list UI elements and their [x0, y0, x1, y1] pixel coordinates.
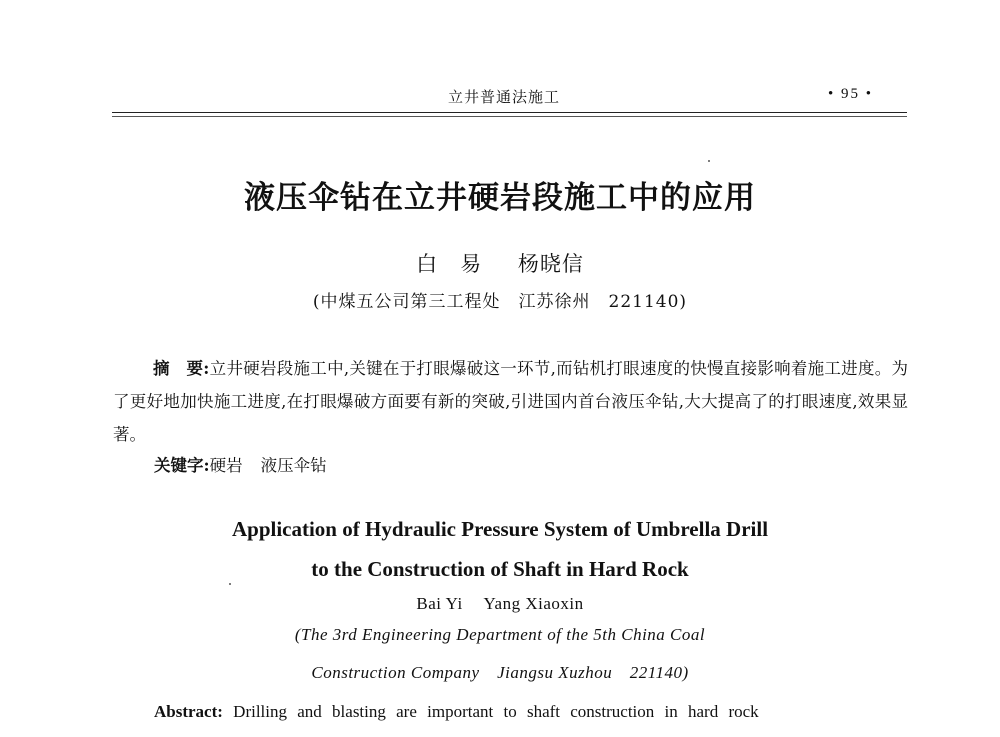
english-abstract: [154, 702, 908, 722]
english-author-name: Bai Yi: [416, 594, 463, 613]
english-title-line2: to the Construction of Shaft in Hard Rock: [311, 557, 689, 581]
english-author-list: [0, 594, 1000, 614]
scan-speck: [229, 583, 231, 585]
abstract-cn: [113, 352, 908, 451]
abstract-cn-label: 摘 要:: [153, 359, 210, 378]
english-title-line1: Application of Hydraulic Pressure System of Umbrella Drill: [231, 517, 769, 541]
header-rule-thin: [112, 116, 907, 117]
running-title: 立井普通法施工: [448, 88, 561, 106]
english-affiliation-line1: (The 3rd Engineering Department of the 5th China Coal: [294, 625, 706, 644]
author-name: 杨晓信: [517, 252, 584, 276]
author-name: 白 易: [416, 252, 483, 276]
author-list: [0, 248, 1000, 278]
page-number: • 95 •: [828, 86, 874, 102]
english-affiliation-line2: Construction Company Jiangsu Xuzhou 221140): [311, 663, 689, 682]
affiliation: (中煤五公司第三工程处 江苏徐州 221140): [312, 292, 688, 312]
keyword-item: 硬岩: [209, 456, 243, 475]
english-abstract-label: Abstract:: [154, 702, 223, 721]
scan-speck: [708, 160, 710, 162]
keywords: [154, 452, 345, 476]
abstract-cn-text: 立井硬岩段施工中,关键在于打眼爆破这一环节,而钻机打眼速度的快慢直接影响着施工进度。为了更好地加快施工进度,在打眼爆破方面要有新的突破,引进国内首台液压伞钻,大大提高了的打眼速度,效果显著。: [113, 359, 908, 444]
keywords-label: 关键字:: [154, 456, 210, 475]
paper-title: 液压伞钻在立井硬岩段施工中的应用: [244, 180, 756, 216]
header-rule: [112, 112, 907, 113]
english-abstract-text: Drilling and blasting are important to shaft construction in hard rock: [233, 702, 759, 721]
keyword-item: 液压伞钻: [260, 456, 327, 475]
english-author-name: Yang Xiaoxin: [483, 594, 584, 613]
